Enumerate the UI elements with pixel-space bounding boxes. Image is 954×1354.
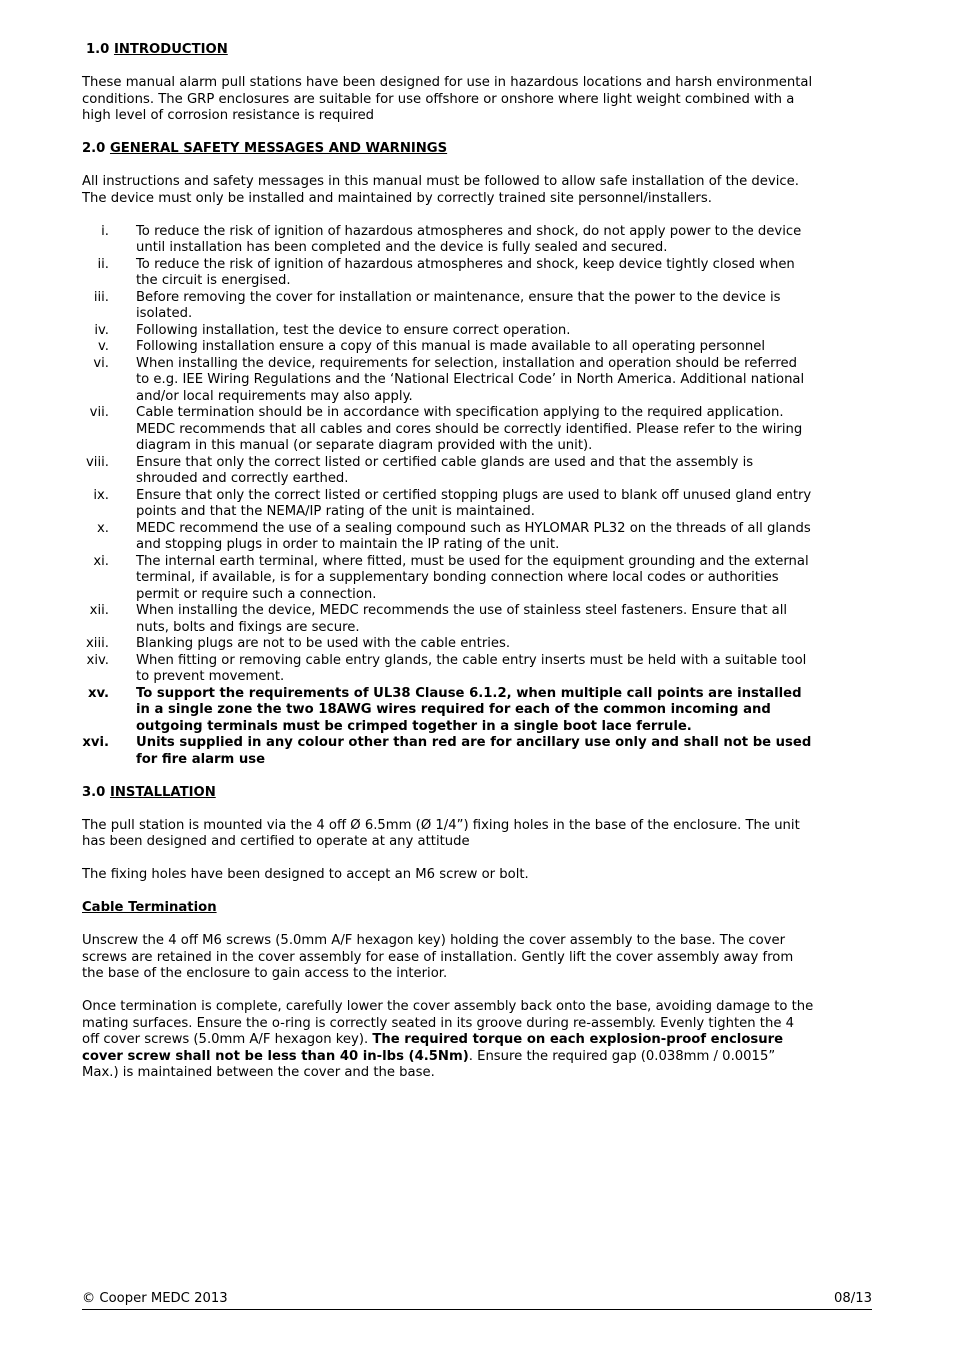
list-item-text: To support the requirements of UL38 Clause 6.1.2, when multiple call points are installed in a single zone the two 18AWG wires required for each of the common incoming and outgoing terminals must be crimped together in a single boot lace ferrule. [136, 685, 802, 734]
safety-list-item [82, 554, 814, 604]
list-item-text: When fitting or removing cable entry glands, the cable entry inserts must be held with a suitable tool to prevent movement. [136, 652, 807, 684]
list-item-number: xiv. [86, 652, 109, 668]
list-item-number: i. [101, 223, 109, 239]
safety-list-item [82, 653, 814, 686]
list-item-text: The internal earth terminal, where fitted, must be used for the equipment grounding and the external terminal, if available, is for a supplementary bonding connection where local codes or authorities permit or require such a connection. [136, 553, 809, 602]
section-heading-introduction [86, 42, 814, 59]
safety-list-item [82, 339, 814, 356]
list-item-number: xv. [87, 685, 109, 701]
list-item-number: xii. [89, 603, 109, 618]
document-body [82, 42, 814, 1082]
installation-paragraph-1: The pull station is mounted via the 4 off Ø 6.5mm (Ø 1/4”) fixing holes in the base of the enclosure. The unit has been designed and certified to operate at any attitude [82, 817, 800, 849]
list-item-text: Ensure that only the correct listed or certified cable glands are used and that the assembly is shrouded and correctly earthed. [136, 454, 754, 486]
list-item-number: iv. [94, 322, 109, 338]
section-title: INSTALLATION [109, 784, 216, 800]
list-item-text: To reduce the risk of ignition of hazardous atmospheres and shock, keep device tightly closed when the circuit is energised. [136, 256, 795, 288]
section-heading-safety [82, 141, 814, 158]
safety-list-item [82, 735, 814, 768]
list-item-number: xvi. [82, 735, 109, 750]
safety-list-item [82, 257, 814, 290]
cable-termination-paragraph-2 [82, 999, 814, 1082]
safety-list-item [82, 323, 814, 340]
safety-list-item [82, 405, 814, 455]
safety-list-item [82, 603, 814, 636]
list-item-number: ix. [93, 487, 109, 503]
list-item-text: When installing the device, MEDC recommends the use of stainless steel fasteners. Ensure that all nuts, bolts and fixings are secure. [136, 603, 788, 635]
section-heading-installation [82, 785, 814, 802]
list-item-text: Following installation ensure a copy of this manual is made available to all operating personnel [136, 339, 766, 354]
paragraph-text: . Ensure the required gap (0.038mm / 0.0015” Max.) is maintained between the cover and the base. [82, 1048, 776, 1080]
section-title: GENERAL SAFETY MESSAGES AND WARNINGS [109, 141, 448, 156]
safety-list-item [82, 686, 814, 736]
cable-termination-paragraph-1: Unscrew the 4 off M6 screws (5.0mm A/F hexagon key) holding the cover assembly to the base. The cover screws are retained in the cover assembly for ease of installation. Gently lift the cover assembly away from the base of the enclosure to gain access to the interior. [82, 933, 794, 981]
list-item-text: MEDC recommend the use of a sealing compound such as HYLOMAR PL32 on the threads of all glands and stopping plugs in order to maintain the IP rating of the unit. [136, 520, 811, 552]
safety-list-item [82, 455, 814, 488]
intro-paragraph: These manual alarm pull stations have been designed for use in hazardous locations and harsh environmental conditions. The GRP enclosures are suitable for use offshore or onshore where light weight combined with a high level of corrosion resistance is required [82, 75, 813, 123]
list-item-number: xiii. [86, 636, 109, 651]
list-item-number: viii. [86, 454, 109, 470]
list-item-text: Cable termination should be in accordance with specification applying to the required application. MEDC recommends that all cables and cores should be correctly identified. Please refer to the wiring diagram in this manual (or separate diagram provided with the unit). [136, 405, 803, 453]
safety-paragraph: All instructions and safety messages in this manual must be followed to allow safe installation of the device. The device must only be installed and maintained by correctly trained site personnel/installers. [82, 174, 799, 206]
section-number: 1.0 [86, 42, 110, 57]
list-item-number: vii. [89, 405, 109, 420]
list-item-text: Before removing the cover for installation or maintenance, ensure that the power to the device is isolated. [136, 289, 781, 321]
list-item-text: When installing the device, requirements for selection, installation and operation should be referred to e.g. IEE Wiring Regulations and the ‘National Electrical Code’ in North America. Additional national and/or local requirements may also apply. [136, 355, 805, 404]
safety-list-item [82, 636, 814, 653]
footer-date: 08/13 [833, 1291, 872, 1306]
list-item-text: Units supplied in any colour other than red are for ancillary use only and shall not be used for fire alarm use [136, 735, 812, 767]
safety-list-item [82, 356, 814, 406]
safety-list-item [82, 488, 814, 521]
cable-termination-heading: Cable Termination [82, 900, 217, 915]
list-item-number: v. [98, 339, 109, 354]
list-item-text: Blanking plugs are not to be used with the cable entries. [136, 636, 511, 651]
list-item-number: vi. [93, 355, 109, 371]
safety-list [82, 224, 814, 769]
list-item-number: iii. [93, 289, 109, 305]
list-item-number: x. [97, 520, 109, 536]
installation-paragraph-2: The fixing holes have been designed to accept an M6 screw or bolt. [82, 867, 529, 882]
safety-list-item [82, 521, 814, 554]
section-number: 3.0 [82, 784, 106, 800]
list-item-text: To reduce the risk of ignition of hazardous atmospheres and shock, do not apply power to the device until installation has been completed and the device is fully sealed and secured. [136, 223, 802, 255]
list-item-text: Ensure that only the correct listed or certified stopping plugs are used to blank off unused gland entry points and that the NEMA/IP rating of the unit is maintained. [136, 487, 812, 519]
safety-list-item [82, 290, 814, 323]
section-number: 2.0 [82, 141, 106, 156]
list-item-number: ii. [97, 256, 109, 272]
page-footer [82, 1291, 872, 1310]
section-title: INTRODUCTION [113, 42, 228, 57]
footer-copyright: © Cooper MEDC 2013 [82, 1291, 228, 1306]
safety-list-item [82, 224, 814, 257]
paragraph-text: Once termination is complete, carefully lower the cover assembly back onto the base, avoiding damage to the mating surfaces. Ensure the o-ring is correctly seated in its groove during re-assembly. Evenly tighten the 4 off cover screws (5.0mm A/F hexagon key). [82, 999, 814, 1047]
torque-requirement: The required torque on each explosion-proof enclosure cover screw shall not be less than 40 in-lbs (4.5Nm) [82, 1032, 784, 1064]
list-item-text: Following installation, test the device to ensure correct operation. [136, 322, 571, 338]
list-item-number: xi. [93, 553, 109, 569]
